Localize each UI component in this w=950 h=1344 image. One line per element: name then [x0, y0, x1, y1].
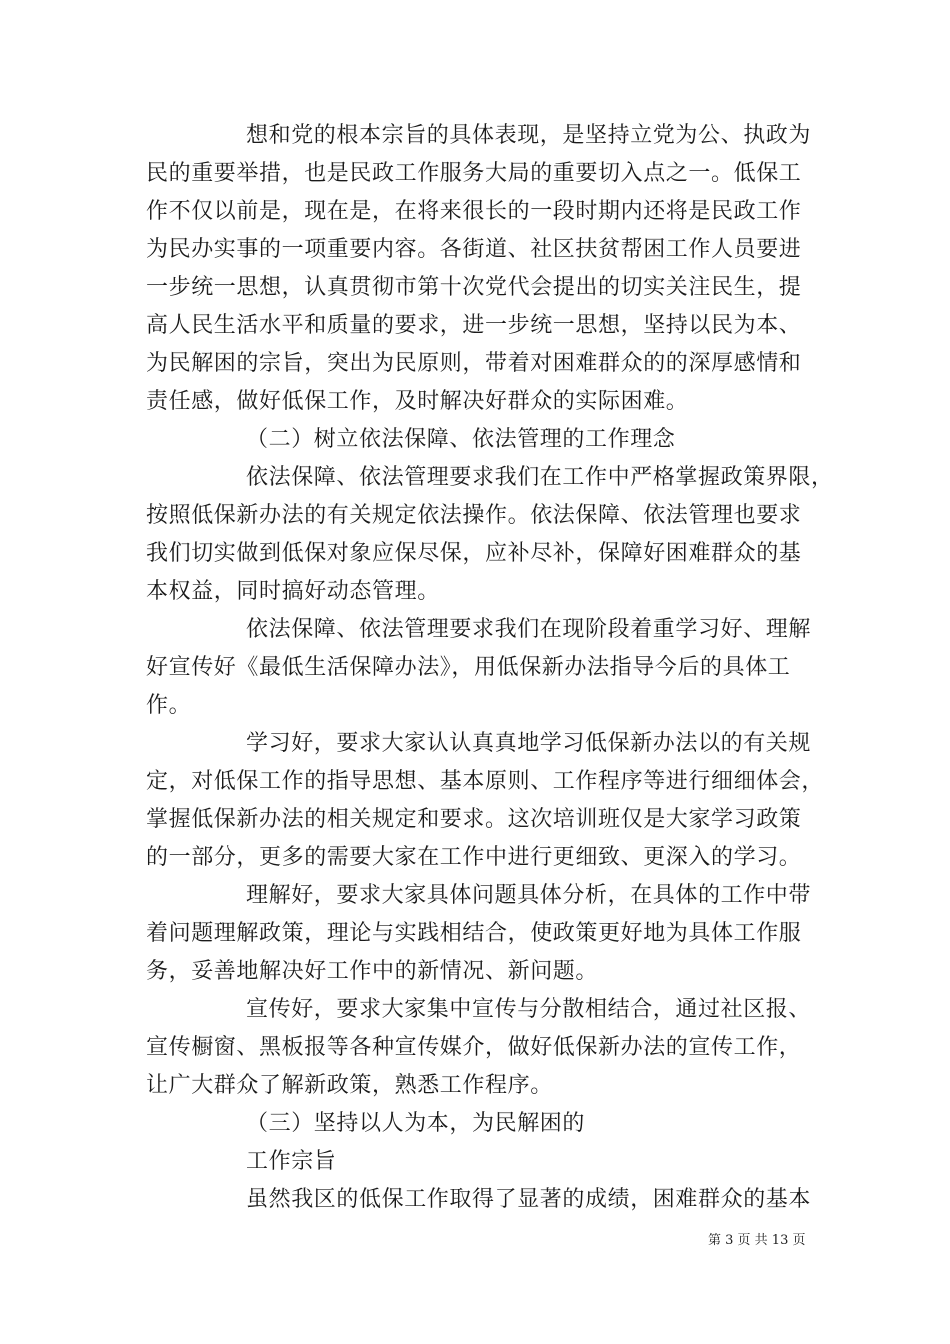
- paragraph-line: 宣传好，要求大家集中宣传与分散相结合，通过社区报、: [246, 997, 812, 1022]
- paragraph-line: 定，对低保工作的指导思想、基本原则、工作程序等进行细细体会，: [146, 769, 825, 794]
- paragraph-line: 责任感，做好低保工作，及时解决好群众的实际困难。: [146, 389, 689, 414]
- paragraph-line: 依法保障、依法管理要求我们在工作中严格掌握政策界限，: [246, 465, 834, 490]
- paragraph-line: 一步统一思想，认真贯彻市第十次党代会提出的切实关注民生，提: [146, 275, 802, 300]
- paragraph-line: 我们切实做到低保对象应保尽保，应补尽补，保障好困难群众的基: [146, 541, 802, 566]
- section-heading: （二）树立依法保障、依法管理的工作理念: [246, 427, 676, 452]
- paragraph-line: 务，妥善地解决好工作中的新情况、新问题。: [146, 959, 599, 984]
- paragraph-line: 按照低保新办法的有关规定依法操作。依法保障、依法管理也要求: [146, 503, 802, 528]
- paragraph-line: 理解好，要求大家具体问题具体分析，在具体的工作中带: [246, 883, 812, 908]
- section-heading: （三）坚持以人为本，为民解困的: [246, 1111, 586, 1136]
- paragraph-line: 依法保障、依法管理要求我们在现阶段着重学习好、理解: [246, 617, 812, 642]
- paragraph-line: 宣传橱窗、黑板报等各种宣传媒介，做好低保新办法的宣传工作，: [146, 1035, 802, 1060]
- paragraph-line: 作。: [146, 693, 192, 718]
- paragraph-line: 为民办实事的一项重要内容。各街道、社区扶贫帮困工作人员要进: [146, 237, 802, 262]
- paragraph-line: 高人民生活水平和质量的要求，进一步统一思想，坚持以民为本、: [146, 313, 802, 338]
- paragraph-line: 虽然我区的低保工作取得了显著的成绩，困难群众的基本: [246, 1187, 812, 1212]
- paragraph-line: 的一部分，更多的需要大家在工作中进行更细致、更深入的学习。: [146, 845, 802, 870]
- paragraph-line: 掌握低保新办法的相关规定和要求。这次培训班仅是大家学习政策: [146, 807, 802, 832]
- paragraph-line: 作不仅以前是，现在是，在将来很长的一段时期内还将是民政工作: [146, 199, 802, 224]
- paragraph-line: 本权益，同时搞好动态管理。: [146, 579, 440, 604]
- paragraph-line: 想和党的根本宗旨的具体表现，是坚持立党为公、执政为: [246, 123, 812, 148]
- paragraph-line: 好宣传好《最低生活保障办法》，用低保新办法指导今后的具体工: [146, 655, 791, 680]
- paragraph-line: 民的重要举措，也是民政工作服务大局的重要切入点之一。低保工: [146, 161, 802, 186]
- paragraph-line: 为民解困的宗旨，突出为民原则，带着对困难群众的的深厚感情和: [146, 351, 802, 376]
- paragraph-line: 让广大群众了解新政策，熟悉工作程序。: [146, 1073, 553, 1098]
- paragraph-line: 学习好，要求大家认认真真地学习低保新办法以的有关规: [246, 731, 812, 756]
- section-heading-continued: 工作宗旨: [246, 1149, 337, 1174]
- page-number-footer: 第 3 页 共 13 页: [708, 1233, 806, 1248]
- paragraph-line: 着问题理解政策，理论与实践相结合，使政策更好地为具体工作服: [146, 921, 802, 946]
